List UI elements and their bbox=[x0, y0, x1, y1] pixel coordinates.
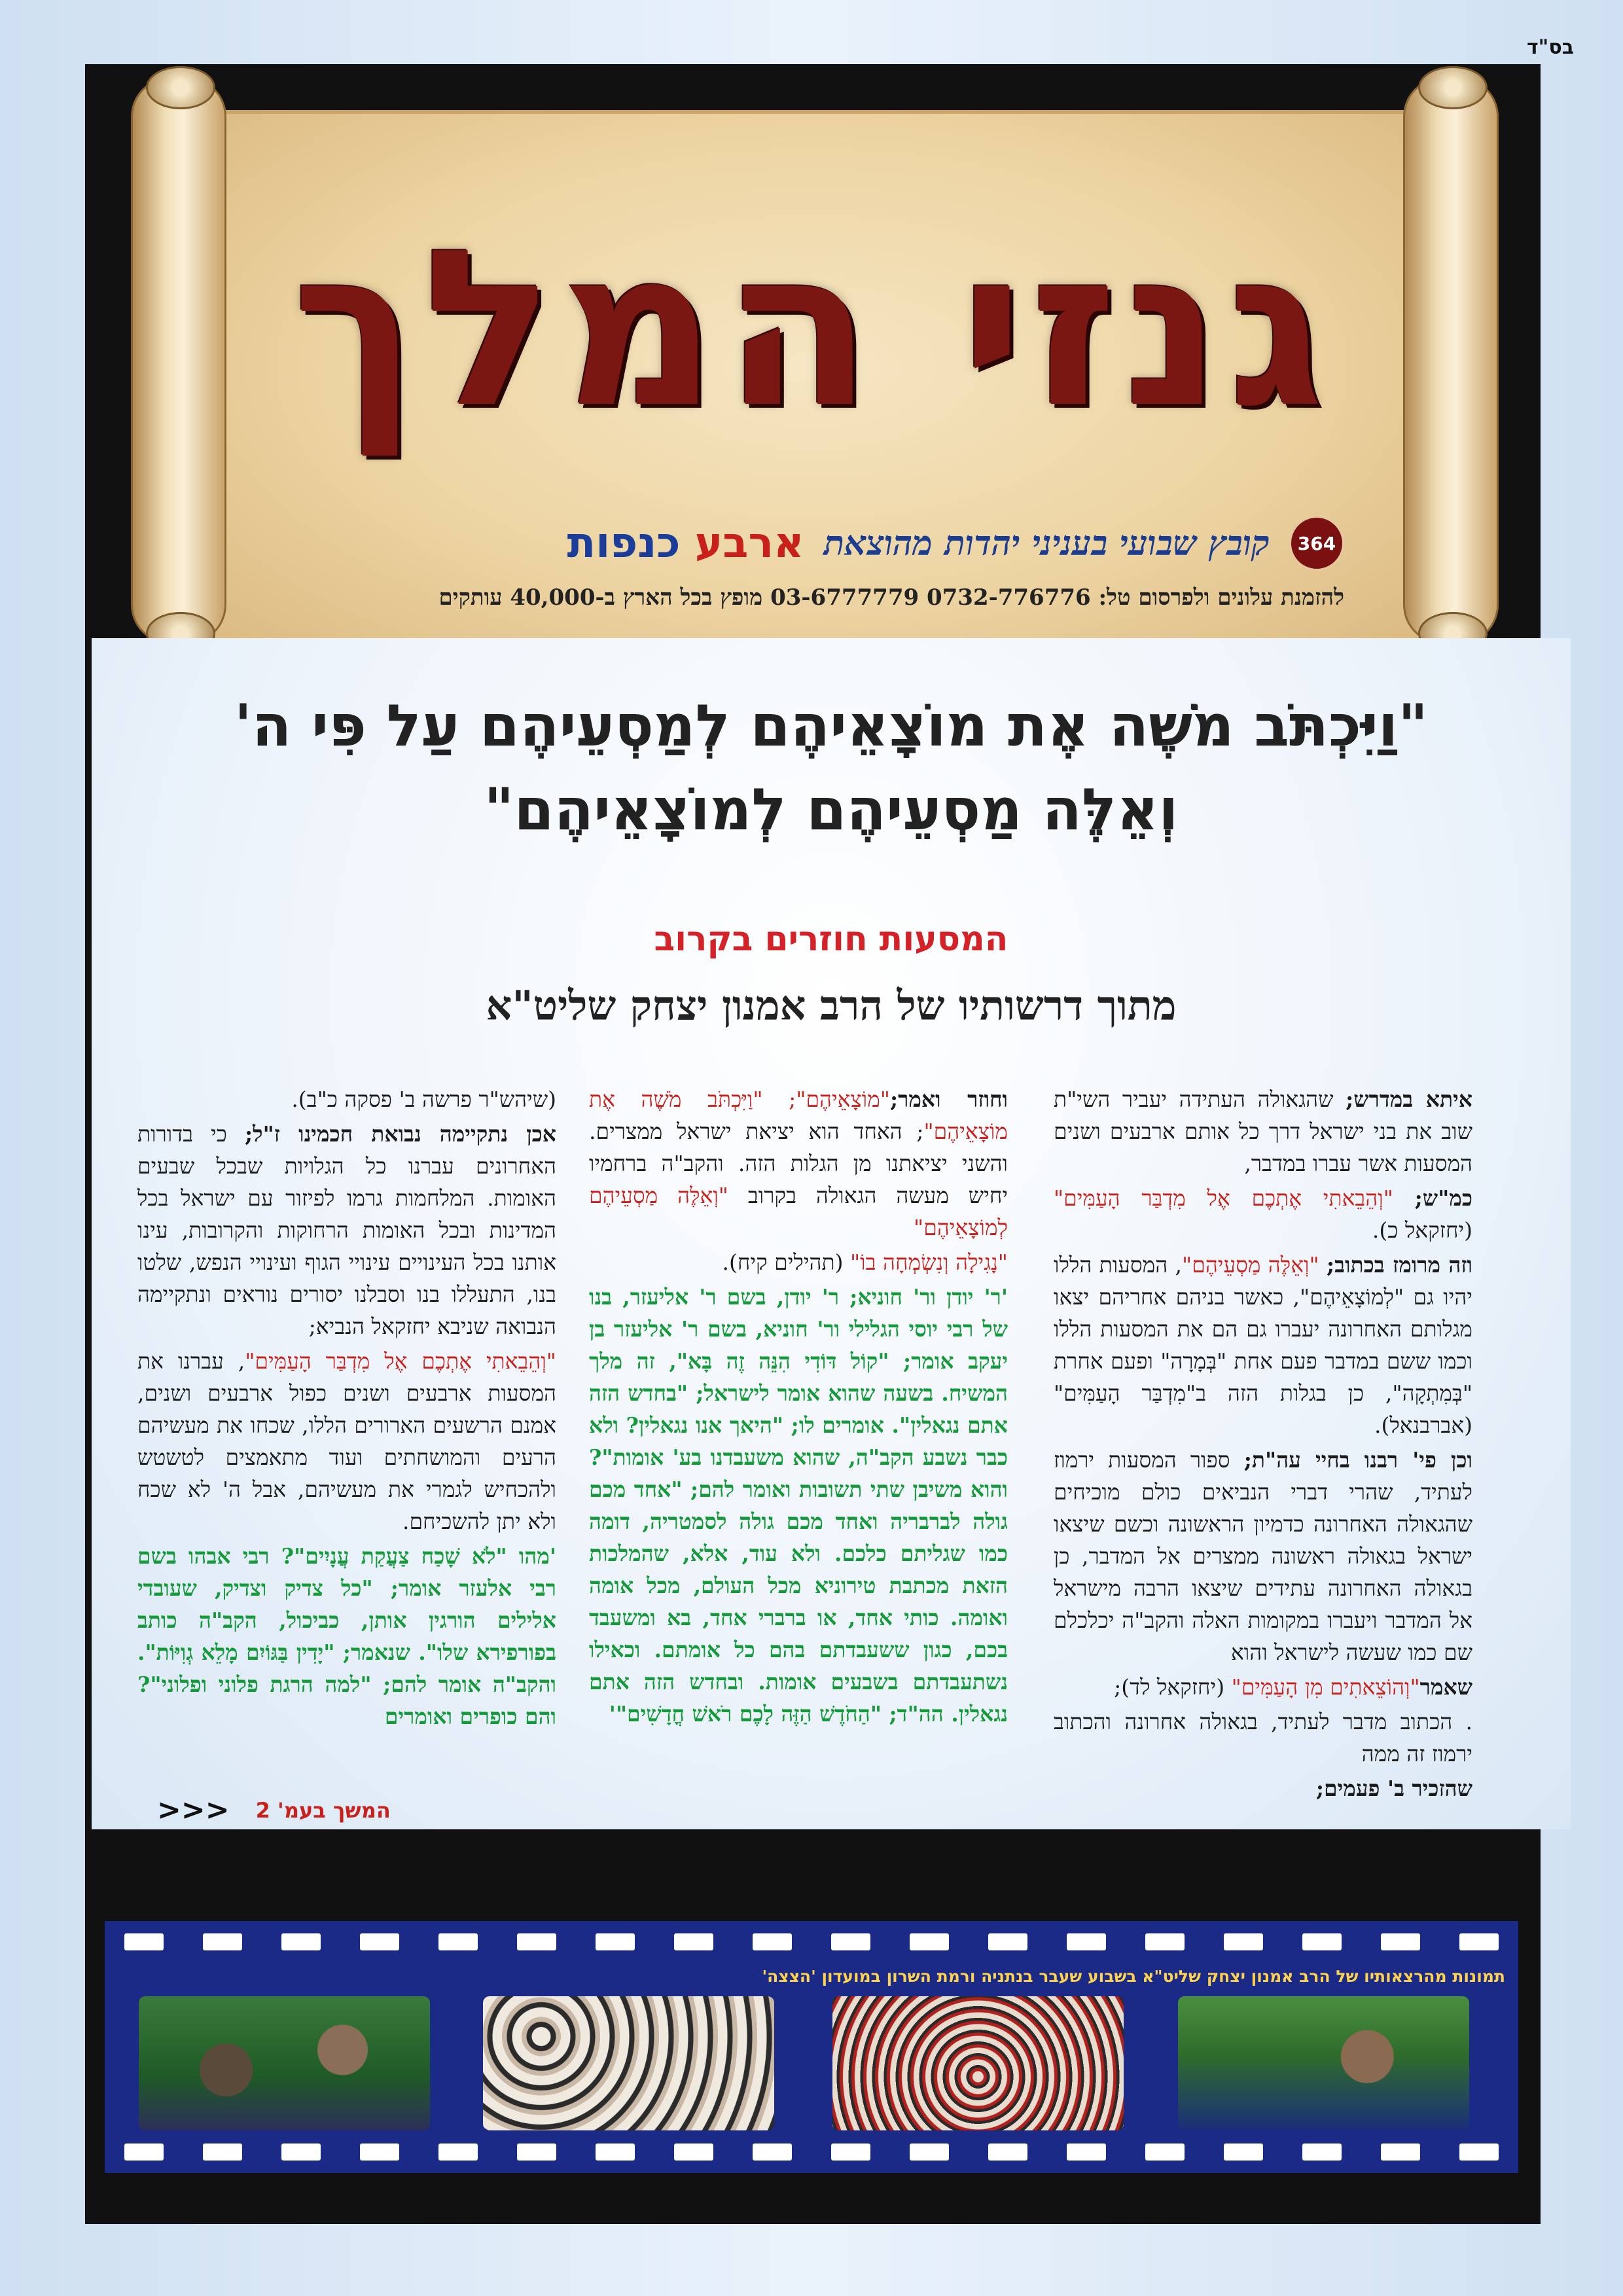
perforation bbox=[1459, 2144, 1499, 2161]
perforation bbox=[1067, 2144, 1106, 2161]
masthead-tagline-row bbox=[567, 516, 1344, 571]
text-run: ספור המסעות ירמוז לעתיד, שהרי דברי הנביאים כולם מוכיחים שהגאולה האחרונה כדמיון הראשונה וכשם שיצאו ישראל בגאולה ראשונה ממצרים אל המדבר, כן בגאולה האחרונה עתידים שיצאו הרבה מישראל אל המדבר ויעברו במקומות האלה והקב"ה יכלכלם שם כמו שעשה לישראל והוא bbox=[1054, 1447, 1472, 1665]
perforation bbox=[753, 2144, 792, 2161]
article-panel bbox=[92, 638, 1571, 1829]
article-paragraph bbox=[1054, 1444, 1472, 1668]
perforation bbox=[753, 1933, 792, 1950]
tagline: קובץ שבועי בעניני יהדות מהוצאת bbox=[823, 523, 1270, 564]
text-run: , עברנו את המסעות ארבעים ושנים כפול ארבעים ושנים, אמנם הרשעים הארורים הללו, שכחו את מעשיהם הרעים והמושחתים ועוד מתאמצים לטשטש ולהכחיש לגמרי את מעשיהם, אבל ה' לא שכח ולא יתן להשכיחם. bbox=[137, 1348, 556, 1534]
red-quote: "וְהֵבֵאתִי אֶתְכֶם אֶל מִדְבַּר הָעַמִּים" bbox=[1054, 1185, 1415, 1211]
perforation bbox=[674, 1933, 713, 1950]
article-paragraph bbox=[137, 1540, 556, 1732]
perforation bbox=[910, 2144, 949, 2161]
bold-run: וזה מרומז בכתוב; bbox=[1327, 1252, 1472, 1278]
brand-word-2: כנפות bbox=[567, 519, 681, 567]
perforation bbox=[124, 1933, 164, 1950]
headline-line-1: "וַיִּכְתֹּב מֹשֶׁה אֶת מוֹצָאֵיהֶם לְמַסְעֵיהֶם עַל פִּי ה' bbox=[234, 692, 1428, 759]
publisher-logo bbox=[567, 519, 804, 567]
filmstrip-caption: תמונות מהרצאותיו של הרב אמנון יצחק שליט"א בשבוע שעבר בנתניה ורמת השרון במועדון 'הצצה' bbox=[762, 1967, 1505, 1986]
perforation bbox=[438, 1933, 478, 1950]
perforation bbox=[988, 2144, 1027, 2161]
bold-run: שאמר bbox=[1419, 1674, 1472, 1700]
red-quote: "וְאֵלֶּה מַסְעֵיהֶם לְמוֹצָאֵיהֶם" bbox=[589, 1183, 1008, 1240]
article-paragraph bbox=[1054, 1671, 1472, 1703]
article-paragraph bbox=[589, 1083, 1008, 1244]
text-run: , המסעות הללו יהיו גם "לְמוֹצָאֵיהֶם", כאשר בניהם אחריהם יצאו מגלותם האחרונה יעברו גם הם את המסעות הללו וכמו ששם במדבר פעם אחת "בְּמָרָה" ופעם אחרת "בְּמִתְקָה", כן בגלות הזה ב"מִדְבַּר הָעַמִּים" (אברבנאל). bbox=[1054, 1252, 1472, 1438]
perforation bbox=[1224, 1933, 1263, 1950]
perforation bbox=[1302, 2144, 1342, 2161]
article-column-3 bbox=[137, 1083, 556, 1735]
text-run: ; האחד הוא יציאת ישראל ממצרים. והשני יציאתנו מן הגלות הזה. והקב"ה ברחמיו יחיש מעשה הגאולה בקרוב bbox=[589, 1119, 1008, 1208]
article-paragraph bbox=[137, 1118, 556, 1342]
article-paragraph bbox=[589, 1281, 1008, 1730]
headline-line-2: וְאֵלֶּה מַסְעֵיהֶם לְמוֹצָאֵיהֶם" bbox=[484, 776, 1179, 843]
roll-cap-icon bbox=[146, 66, 215, 109]
continued-note[interactable] bbox=[157, 1793, 391, 1827]
scroll-roll-left-icon bbox=[131, 77, 226, 644]
article-paragraph bbox=[1054, 1772, 1472, 1804]
perforation bbox=[988, 1933, 1027, 1950]
perforation bbox=[1067, 1933, 1106, 1950]
perforation bbox=[910, 1933, 949, 1950]
brand-word-1: ארבע bbox=[694, 519, 804, 567]
text-run: . הכתוב מדבר לעתיד, בגאולה אחרונה והכתוב ירמוז זה ממה bbox=[1054, 1709, 1472, 1767]
perforation bbox=[517, 1933, 556, 1950]
perforation bbox=[438, 2144, 478, 2161]
perforation bbox=[1224, 2144, 1263, 2161]
contact-line: להזמנת עלונים ולפרסום טל: 0732-776776 03-6777779 מופץ בכל הארץ ב-40,000 עותקים bbox=[438, 584, 1344, 611]
bold-run: כמ"ש; bbox=[1414, 1185, 1472, 1211]
masthead-title: גנזי המלך bbox=[292, 204, 1331, 455]
article-paragraph bbox=[1054, 1249, 1472, 1441]
text-run: שהגאולה העתידה יעביר השי"ת שוב את בני ישראל דרך כל אותם ארבעים ושנים המסעות אשר עברו במדבר, bbox=[1054, 1086, 1472, 1176]
article-column-2 bbox=[589, 1083, 1008, 1732]
continue-arrows-icon: <<< bbox=[157, 1793, 230, 1827]
perforation bbox=[360, 2144, 399, 2161]
bold-run: איתא במדרש; bbox=[1346, 1086, 1472, 1112]
text-run: (יחזקאל לד); bbox=[1114, 1674, 1232, 1700]
bold-run: אכן נתקיימה נבואת חכמינו ז"ל; bbox=[245, 1121, 556, 1147]
headline bbox=[92, 684, 1571, 852]
perforation bbox=[124, 2144, 164, 2161]
scroll-roll-right-icon bbox=[1403, 77, 1499, 644]
red-quote: "וְאֵלֶּה מַסְעֵיהֶם" bbox=[1182, 1252, 1327, 1278]
film-perforations-bottom bbox=[105, 2139, 1518, 2165]
article-paragraph bbox=[1054, 1706, 1472, 1770]
perforation bbox=[1302, 1933, 1342, 1950]
perforation bbox=[360, 1933, 399, 1950]
lecture-photo-1 bbox=[139, 1996, 430, 2130]
text-run: כי בדורות האחרונים עברנו כל הגלויות שבכל שבעים האומות. המלחמות גרמו לפיזור עם ישראל בכל המדינות ובכל האומות הרחוקות והקרובות, עינו אותנו בכל העינויים עינויי הגוף ועינויי הנפש, שלטו בנו, התעללו בנו וסבלנו יסורים נוראים ונתקיימה הנבואה שניבא יחזקאל הנביא; bbox=[137, 1121, 556, 1339]
film-perforations-top bbox=[105, 1929, 1518, 1955]
audience-photo-2 bbox=[483, 1996, 774, 2130]
perforation bbox=[203, 1933, 242, 1950]
perforation bbox=[281, 1933, 321, 1950]
article-paragraph bbox=[1054, 1083, 1472, 1179]
perforation bbox=[1381, 1933, 1420, 1950]
perforation bbox=[596, 2144, 635, 2161]
green-quote: 'מהו "לֹא שָׁכַח צַעֲקַת עֲנָיִים"? רבי אבהו בשם רבי אלעזר אומר; "כל צדיק וצדיק, שעובדי אלילים הורגין אותן, כביכול, הקב"ה כותב בפורפירא שלו". שנאמר; "יָדִין בַּגּוֹיִם מָלֵא גְוִיּוֹת". והקב"ה אומר להם; "למה הרגת פלוני ופלוני"? והם כופרים ואומרים bbox=[137, 1543, 556, 1729]
perforation bbox=[831, 2144, 870, 2161]
perforation bbox=[203, 2144, 242, 2161]
perforation bbox=[1381, 2144, 1420, 2161]
perforation bbox=[1145, 1933, 1185, 1950]
audience-photo-3 bbox=[832, 1996, 1124, 2130]
text-run: (יחזקאל כ). bbox=[1372, 1217, 1472, 1243]
article-paragraph bbox=[137, 1345, 556, 1537]
perforation bbox=[281, 2144, 321, 2161]
perforation bbox=[517, 2144, 556, 2161]
roll-cap-icon bbox=[1418, 66, 1488, 109]
article-column-1 bbox=[1054, 1083, 1472, 1807]
perforation bbox=[674, 2144, 713, 2161]
issue-number-badge: 364 bbox=[1289, 516, 1344, 571]
red-quote: "נָגִילָה וְנִשְׂמְחָה בוֹ" bbox=[850, 1249, 1008, 1275]
photo-filmstrip bbox=[105, 1921, 1518, 2173]
besiyata-dishmaya: בס"ד bbox=[1527, 36, 1574, 59]
red-quote: "וְהוֹצֵאתִים מִן הָעַמִּים" bbox=[1231, 1674, 1420, 1700]
article-paragraph bbox=[589, 1246, 1008, 1278]
perforation bbox=[831, 1933, 870, 1950]
subheadline: המסעות חוזרים בקרוב bbox=[654, 920, 1008, 959]
bold-run: וחוזר ואמר; bbox=[889, 1086, 1008, 1112]
text-run: (שיהש"ר פרשה ב' פסקה כ"ב). bbox=[291, 1086, 556, 1112]
red-quote: "וְהֵבֵאתִי אֶתְכֶם אֶל מִדְבַּר הָעַמִּים" bbox=[245, 1348, 556, 1374]
byline: מתוך דרשותיו של הרב אמנון יצחק שליט"א bbox=[486, 982, 1177, 1030]
perforation bbox=[1459, 1933, 1499, 1950]
article-paragraph bbox=[1054, 1182, 1472, 1246]
perforation bbox=[1145, 2144, 1185, 2161]
article-paragraph bbox=[137, 1083, 556, 1115]
lecture-photo-4 bbox=[1178, 1996, 1469, 2130]
text-run: (תהילים קיח). bbox=[722, 1249, 850, 1275]
green-quote: 'ר' יודן ור' חוניא; ר' יודן, בשם ר' אליעזר, בנו של רבי יוסי הגלילי ור' חוניא, בשם ר' אליעזר בן יעקב אומר; "קוֹל דּוֹדִי הִנֵּה זֶה בָּא", זה מלך המשיח. בשעה שהוא אומר לישראל; "בחדש הזה אתם נגאלין". אומרים לו; "היאך אנו נגאלין? ולא כבר נשבע הקב"ה, שהוא משעבדנו בע' אומות"? והוא משיבן שתי תשובות ואומר להם; "אחד מכם גולה לברבריה ואחד מכם גולה לסמטריה, דומה כמו שגליתם כלכם. ולא עוד, אלא, שהמלכות הזאת מכתבת טירוניא מכל העולם, מכל אומה ואומה. כותי אחד, או ברברי אחד, בא ומשעבד בכם, כגון ששעבדתם בהם כל אומתם. וכאילו נשתעבדתם בשבעים אומות. ובחדש הזה אתם נגאלין. הה"ד; "הַחֹדֶשׁ הַזֶּה לָכֶם רֹאשׁ חֳדָשִׁים"' bbox=[589, 1284, 1008, 1727]
continued-label: המשך בעמ' 2 bbox=[255, 1797, 391, 1823]
bold-run: וכן פי' רבנו בחיי עה"ת; bbox=[1243, 1447, 1472, 1473]
bold-run: שהזכיר ב' פעמים; bbox=[1315, 1776, 1472, 1801]
masthead-header bbox=[85, 64, 1541, 640]
perforation bbox=[596, 1933, 635, 1950]
red-quote: "מוֹצָאֵיהֶם"; "וַיִּכְתֹּב מֹשֶׁה אֶת מוֹצָאֵיהֶם" bbox=[589, 1086, 1008, 1144]
